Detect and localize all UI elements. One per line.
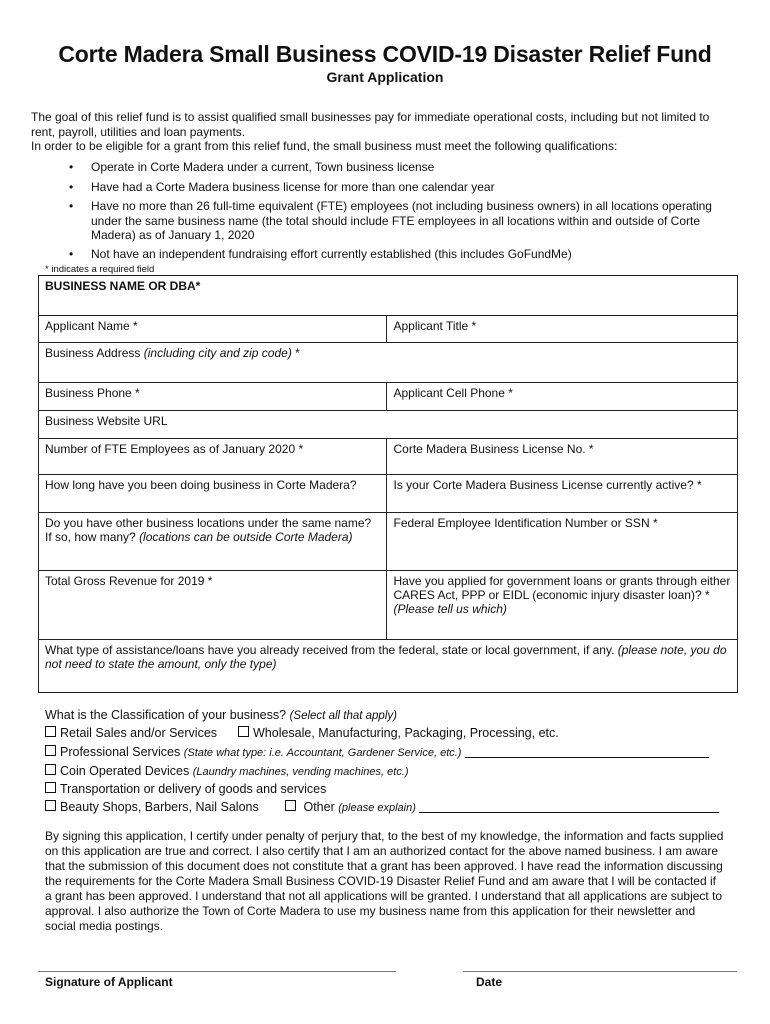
checkbox-wholesale-row xyxy=(238,726,559,740)
bullet-icon: • xyxy=(69,160,74,174)
checkbox-retail-row xyxy=(45,726,217,740)
applicant-title-label: Applicant Title * xyxy=(393,319,477,333)
business-name-label: BUSINESS NAME OR DBA* xyxy=(45,279,201,293)
checkbox-transportation-row xyxy=(45,782,326,796)
checkbox-beauty[interactable] xyxy=(45,800,56,811)
checkbox-coin-operated-hint: (Laundry machines, vending machines, etc.) xyxy=(192,766,409,778)
checkbox-professional-label: Professional Services xyxy=(60,745,181,759)
business-duration-field[interactable] xyxy=(39,475,387,513)
business-phone-label: Business Phone * xyxy=(45,386,140,400)
government-loans-hint: (Please tell us which) xyxy=(393,602,507,616)
assistance-received-hint: (please note, you do not need to state the amount, only the type) xyxy=(45,643,727,671)
license-number-field[interactable] xyxy=(387,439,738,475)
intro-paragraph-goal: The goal of this relief fund is to assist qualified small businesses pay for immediate operational costs, including but not limited to rent, payroll, utilities and loan payments. xyxy=(31,110,710,139)
checkbox-coin-row xyxy=(45,764,409,778)
date-line[interactable] xyxy=(463,971,737,972)
applicant-cell-label: Applicant Cell Phone * xyxy=(393,386,513,400)
other-locations-label: Do you have other business locations under the same name? If so, how many? xyxy=(45,516,372,544)
checkbox-beauty-row xyxy=(45,800,259,814)
business-address-label: Business Address xyxy=(45,346,141,360)
qualification-text: Have no more than 26 full-time equivalent (FTE) employees (not including business owners) in all locations operating under the same business name (the total should include FTE employees in all locations within and outside of Corte Madera) as of January 1, 2020 xyxy=(91,199,712,242)
checkbox-professional-row xyxy=(45,745,709,759)
business-phone-field[interactable] xyxy=(39,383,387,411)
checkbox-professional-hint: (State what type: i.e. Accountant, Gardener Service, etc.) xyxy=(183,747,462,759)
applicant-cell-field[interactable] xyxy=(387,383,738,411)
checkbox-other[interactable] xyxy=(285,800,296,811)
applicant-name-label: Applicant Name * xyxy=(45,319,138,333)
qualification-text: Not have an independent fundraising effort currently established (this includes GoFundMe) xyxy=(91,247,572,261)
checkbox-coin-operated[interactable] xyxy=(45,764,56,775)
checkbox-transportation-label: Transportation or delivery of goods and services xyxy=(60,782,327,796)
checkbox-retail[interactable] xyxy=(45,726,56,737)
other-locations-field[interactable] xyxy=(39,513,387,571)
date-label: Date xyxy=(476,975,503,989)
gross-revenue-field[interactable] xyxy=(39,571,387,640)
fte-employees-label: Number of FTE Employees as of January 2020 * xyxy=(45,442,304,456)
checkbox-other-row xyxy=(285,800,719,814)
applicant-name-field[interactable] xyxy=(39,316,387,343)
fein-field[interactable] xyxy=(387,513,738,571)
license-number-label: Corte Madera Business License No. * xyxy=(393,442,594,456)
business-address-field[interactable] xyxy=(39,343,738,383)
fte-employees-field[interactable] xyxy=(39,439,387,475)
other-locations-hint: (locations can be outside Corte Madera) xyxy=(139,530,353,544)
bullet-icon: • xyxy=(69,199,74,213)
fein-label: Federal Employee Identification Number or SSN * xyxy=(393,516,658,530)
qualification-text: Have had a Corte Madera business license for more than one calendar year xyxy=(91,180,495,194)
website-field[interactable] xyxy=(39,411,738,439)
business-name-field[interactable] xyxy=(39,276,738,316)
assistance-received-label: What type of assistance/loans have you already received from the federal, state or local government, if any. xyxy=(45,643,615,657)
business-duration-label: How long have you been doing business in Corte Madera? xyxy=(45,478,357,492)
checkbox-other-label: Other xyxy=(303,800,335,814)
business-address-hint: (including city and zip code) xyxy=(143,346,292,360)
signature-label: Signature of Applicant xyxy=(45,975,173,989)
license-active-label: Is your Corte Madera Business License currently active? * xyxy=(393,478,702,492)
website-label: Business Website URL xyxy=(45,414,168,428)
business-address-required: * xyxy=(291,346,300,360)
page-subtitle: Grant Application xyxy=(326,69,444,85)
classification-question-text: What is the Classification of your business? xyxy=(45,708,287,722)
signature-line[interactable] xyxy=(38,971,396,972)
other-explain-input[interactable] xyxy=(419,800,719,813)
checkbox-coin-operated-label: Coin Operated Devices xyxy=(60,764,190,778)
professional-type-input[interactable] xyxy=(465,745,709,758)
qualification-text: Operate in Corte Madera under a current, Town business license xyxy=(91,160,435,174)
bullet-icon: • xyxy=(69,247,74,261)
classification-question xyxy=(45,708,397,722)
checkbox-transportation[interactable] xyxy=(45,782,56,793)
applicant-title-field[interactable] xyxy=(387,316,738,343)
government-loans-field[interactable] xyxy=(387,571,738,640)
intro-paragraph-eligibility: In order to be eligible for a grant from this relief fund, the small business must meet the following qualifications: xyxy=(31,139,618,153)
page-title: Corte Madera Small Business COVID-19 Disaster Relief Fund xyxy=(58,41,712,67)
classification-question-hint: (Select all that apply) xyxy=(289,710,397,722)
checkbox-retail-label: Retail Sales and/or Services xyxy=(60,726,218,740)
application-form-table xyxy=(38,275,738,693)
bullet-icon: • xyxy=(69,180,74,194)
certification-statement: By signing this application, I certify under penalty of perjury that, to the best of my knowledge, the information and facts supplied on this application are true and correct. I also certify that I am an authorized contact for the above named business. I am aware that the submission of this document does not constitute that a grant has been approved. I have read the information discussing the requirements for the Corte Madera Small Business COVID-19 Disaster Relief Fund and am aware that I will be contacted if a grant has been approved. I understand that not all applications will be granted. I understand that all applications are subject to approval. I also authorize the Town of Corte Madera to use my business name from this application for their newsletter and social media postings. xyxy=(45,829,724,933)
checkbox-professional[interactable] xyxy=(45,745,56,756)
checkbox-other-hint: (please explain) xyxy=(338,802,416,814)
gross-revenue-label: Total Gross Revenue for 2019 * xyxy=(45,574,213,588)
assistance-received-field[interactable] xyxy=(39,640,738,693)
government-loans-label: Have you applied for government loans or grants through either CARES Act, PPP or EIDL (economic injury disaster loan)? * xyxy=(393,574,731,602)
checkbox-beauty-label: Beauty Shops, Barbers, Nail Salons xyxy=(60,800,259,814)
checkbox-wholesale-label: Wholesale, Manufacturing, Packaging, Processing, etc. xyxy=(253,726,559,740)
checkbox-wholesale[interactable] xyxy=(238,726,249,737)
required-field-note: * indicates a required field xyxy=(45,264,155,275)
intro-text xyxy=(31,110,731,154)
license-active-field[interactable] xyxy=(387,475,738,513)
